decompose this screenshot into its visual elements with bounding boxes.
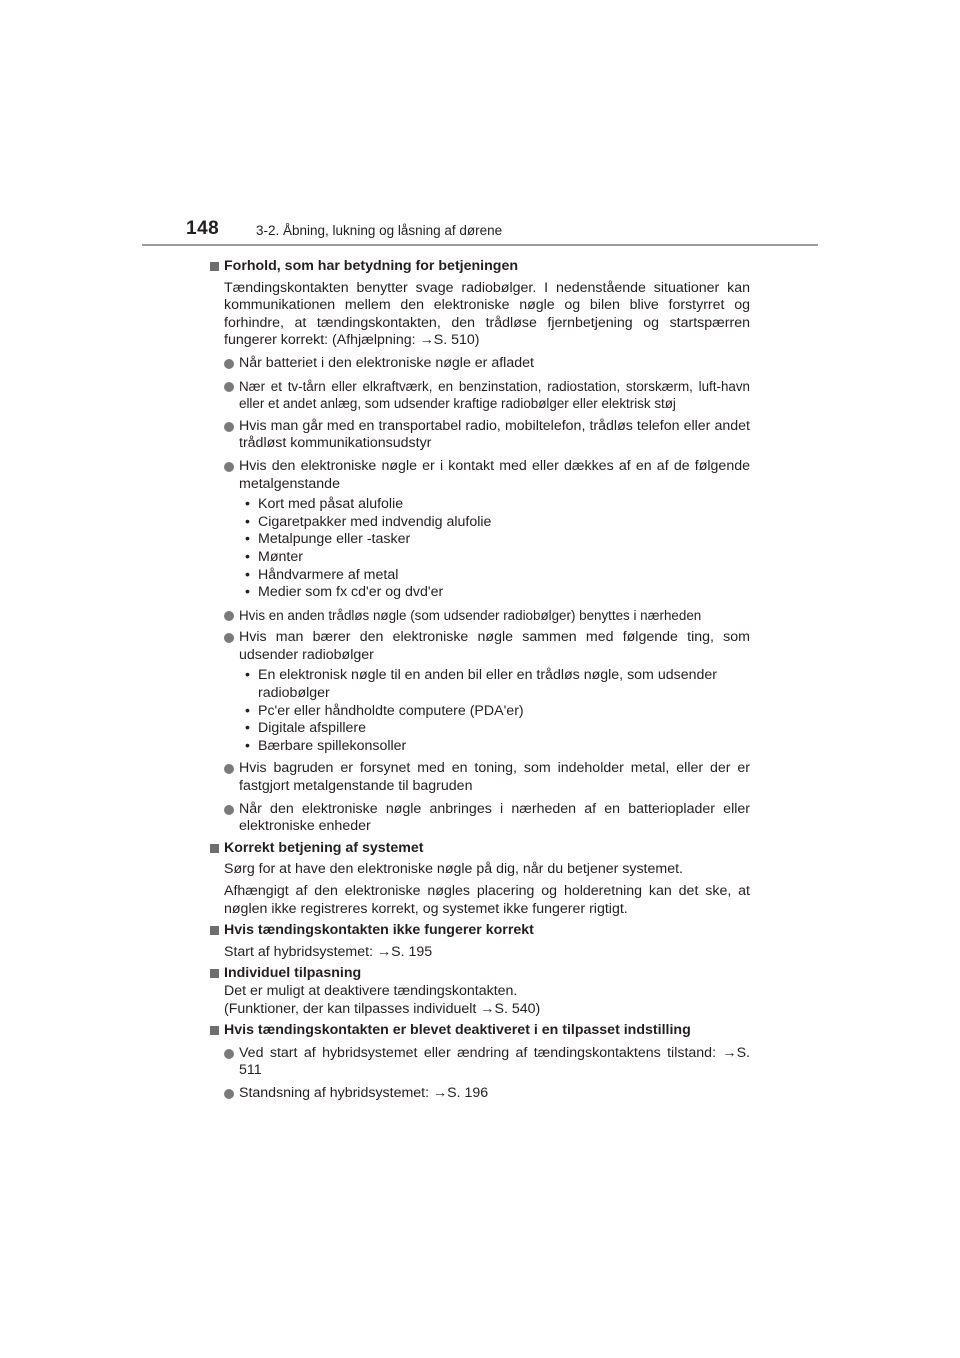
page-content	[210, 254, 750, 1103]
circle-bullet-icon	[224, 764, 234, 774]
section-title: 3-2. Åbning, lukning og låsning af dørene	[256, 223, 503, 238]
sub-list-item: • En elektronisk nøgle til en anden bil eller en trådløs nøgle, som udsender radiobølger	[245, 667, 717, 702]
list-item: Ved start af hybridsystemet eller ændring af tændingskontaktens tilstand: →S. 511	[210, 1045, 750, 1080]
sub-list-item: • Metalpunge eller -tasker	[245, 531, 411, 548]
section-heading: Hvis tændingskontakten ikke fungerer korrekt	[210, 922, 750, 940]
section-heading: Hvis tændingskontakten er blevet deaktiveret i en tilpasset indstilling	[210, 1022, 750, 1040]
sub-list-item: • Bærbare spillekonsoller	[245, 737, 407, 754]
sub-list-item: • Pc'er eller håndholdte computere (PDA'er)	[245, 702, 524, 719]
square-bullet-icon	[210, 969, 219, 978]
circle-bullet-icon	[224, 1049, 234, 1059]
square-bullet-icon	[210, 1026, 219, 1035]
sub-list	[239, 496, 750, 602]
sub-list-item: • Cigaretpakker med indvendig alufolie	[245, 513, 492, 530]
section-heading: Individuel tilpasning	[210, 965, 750, 983]
paragraph: Tændingskontakten benytter svage radiobølger. I nedenstående situationer kan kommunikationen mellem den elektroniske nøgle og bilen blive forstyrret og forhindre, at tændingskontakten, den trådløse fjernbetjening og startspærren fungerer korrekt: (Afhjælpning: →S. 510)	[224, 279, 750, 349]
page-number: 148	[186, 218, 220, 239]
section-heading: Korrekt betjening af systemet	[210, 840, 750, 858]
paragraph: (Funktioner, der kan tilpasses individuelt →S. 540)	[224, 1000, 541, 1017]
list-item: Når den elektroniske nøgle anbringes i nærheden af en batterioplader eller elektroniske enheder	[210, 801, 750, 836]
list-item: Nær et tv-tårn eller elkraftværk, en benzinstation, radiostation, storskærm, luft-havn eller et andet anlæg, som udsender kraftige radiobølger eller elektrisk støj	[210, 378, 750, 413]
circle-bullet-icon	[224, 462, 234, 472]
list-item: Standsning af hybridsystemet: →S. 196	[210, 1085, 750, 1103]
list-item: Hvis man går med en transportabel radio, mobiltelefon, trådløs telefon eller andet trådløst kommunikationsudstyr	[210, 418, 750, 453]
circle-bullet-icon	[224, 382, 234, 392]
circle-bullet-icon	[224, 611, 234, 621]
list-item: Hvis den elektroniske nøgle er i kontakt med eller dækkes af en af de følgende metalgenstande	[210, 458, 750, 493]
paragraph: Afhængigt af den elektroniske nøgles placering og holderetning kan det ske, at nøglen ikke registreres korrekt, og systemet ikke fungerer rigtigt.	[224, 883, 750, 917]
list-item: Hvis man bærer den elektroniske nøgle sammen med følgende ting, som udsender radiobølger	[210, 629, 750, 664]
circle-bullet-icon	[224, 359, 234, 369]
circle-bullet-icon	[224, 633, 234, 643]
circle-bullet-icon	[224, 422, 234, 432]
list-item: Hvis bagruden er forsynet med en toning, som indeholder metal, eller der er fastgjort metalgenstande til bagruden	[210, 760, 750, 795]
section-heading: Forhold, som har betydning for betjeningen	[210, 258, 750, 276]
square-bullet-icon	[210, 844, 219, 853]
sub-list-item: • Kort med påsat alufolie	[245, 496, 404, 513]
sub-list-item: • Mønter	[245, 548, 303, 565]
paragraph: Sørg for at have den elektroniske nøgle på dig, når du betjener systemet.	[224, 861, 683, 878]
sub-list	[239, 667, 750, 755]
sub-list-item: • Digitale afspillere	[245, 720, 367, 737]
header-divider	[142, 244, 818, 246]
circle-bullet-icon	[224, 1089, 234, 1099]
sub-list-item: • Medier som fx cd'er og dvd'er	[245, 584, 444, 601]
square-bullet-icon	[210, 262, 219, 271]
sub-list-item: • Håndvarmere af metal	[245, 566, 399, 583]
list-item: Hvis en anden trådløs nøgle (som udsender radiobølger) benyttes i nærheden	[210, 607, 750, 625]
paragraph: Det er muligt at deaktivere tændingskontakten.	[224, 982, 518, 999]
circle-bullet-icon	[224, 805, 234, 815]
list-item: Når batteriet i den elektroniske nøgle er afladet	[210, 355, 750, 373]
paragraph: Start af hybridsystemet: →S. 195	[224, 943, 433, 960]
square-bullet-icon	[210, 926, 219, 935]
